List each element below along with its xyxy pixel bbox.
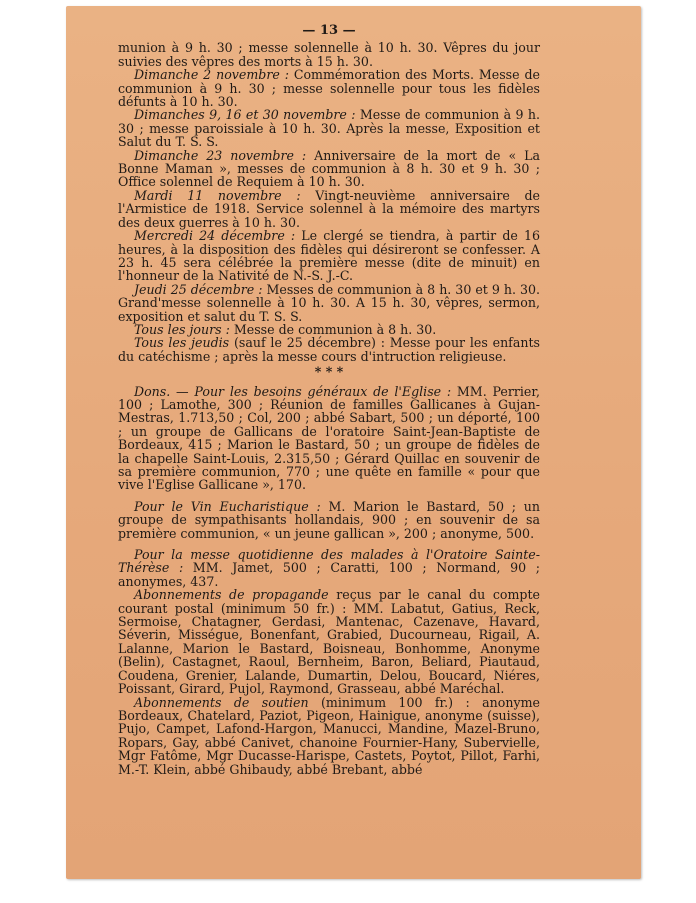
donation-paragraph: Dons. — Pour les besoins généraux de l'Eglise : MM. Perrier, 100 ; Lamothe, 300 ; Réunion de familles Gallicanes à Gujan-Mestras, 1.713,50 ; Col, 200 ; abbé Sabart, 500 ; un déporté, 100 ; un groupe de Gallicans de l'oratoire Saint-Jean-Baptiste de Bordeaux, 415 ; Marion le Bastard, 50 ; un groupe de fidèles de la chapelle Saint-Louis, 2.315,50 ; Gérard Quillac en souvenir de sa première communion, 770 ; une quête en famille « pour que vive l'Eglise Gallicane », 170. <box>118 383 541 493</box>
page-text <box>118 24 540 776</box>
schedule-paragraph: munion à 9 h. 30 ; messe solennelle à 10 h. 30. Vêpres du jour suivies des vêpres des morts à 15 h. 30. <box>118 40 540 69</box>
page-number: — 13 — <box>302 23 356 38</box>
donation-paragraph: Abonnements de soutien (minimum 100 fr.) : anonyme Bordeaux, Chatelard, Paziot, Pigeon, Hainigue, anonyme (suisse), Pujo, Campet, Lafond-Hargon, Manucci, Mandine, Mazel-Bruno, Ropars, Gay, abbé Canivet, chanoine Fournier-Hany, Subervielle, Mgr Fatôme, Mgr Ducasse-Harispe, Castets, Poytot, Pillot, Farhi, M.-T. Klein, abbé Ghibaudy, abbé Brebant, abbé <box>118 694 540 777</box>
schedule-paragraph: Tous les jeudis (sauf le 25 décembre) : Messe pour les enfants du catéchisme ; après la messe cours d'intruction religieuse. <box>118 335 540 364</box>
donation-paragraph: Pour le Vin Eucharistique : M. Marion le Bastard, 50 ; un groupe de sympathisants hollandais, 900 ; en souvenir de sa première communion, « un jeune gallican », 200 ; anonyme, 500. <box>118 498 540 541</box>
schedule-paragraph: Jeudi 25 décembre : Messes de communion à 8 h. 30 et 9 h. 30. Grand'messe solennelle à 10 h. 30. A 15 h. 30, vêpres, sermon, exposition et salut du T. S. S. <box>118 281 541 324</box>
schedule-paragraph: Mardi 11 novembre : Vingt-neuvième anniversaire de l'Armistice de 1918. Service solennel à la mémoire des martyrs des deux guerres à 10 h. 30. <box>118 187 540 230</box>
schedule-paragraph: Tous les jours : Messe de communion à 8 h. 30. <box>134 321 437 337</box>
schedule-paragraph: Mercredi 24 décembre : Le clergé se tiendra, à partir de 16 heures, à la disposition des fidèles qui désireront se confesser. A 23 h. 45 sera célébrée la première messe (dite de minuit) en l'honneur de la Nativité de N.-S. J.-C. <box>118 228 540 284</box>
donation-paragraph: Pour la messe quotidienne des malades à l'Oratoire Sainte-Thérèse : MM. Jamet, 500 ; Caratti, 100 ; Normand, 90 ; anonymes, 437. <box>118 547 540 589</box>
schedule-paragraph: Dimanche 2 novembre : Commémoration des Morts. Messe de communion à 9 h. 30 ; messe solennelle pour tous les fidèles défunts à 10 h. 30. <box>118 67 540 110</box>
donation-paragraph: Abonnements de propagande reçus par le canal du compte courant postal (minimum 50 fr.) : MM. Labatut, Gatius, Reck, Sermoise, Chatagner, Gerdasi, Mantenac, Cazenave, Havard, Séverin, Misségue, Bonenfant, Grabied, Ducourneau, Rigail, A. Lalanne, Marion le Bastard, Boisneau, Bonhomme, Anonyme (Belin), Castagnet, Raoul, Bernheim, Baron, Beliard, Piautaud, Coudena, Grenier, Lalande, Dumartin, Delou, Boucard, Niéres, Poissant, Girard, Pujol, Raymond, Grasseau, abbé Maréchal. <box>118 587 540 697</box>
section-separator: * * * <box>314 364 344 380</box>
schedule-paragraph: Dimanches 9, 16 et 30 novembre : Messe de communion à 9 h. 30 ; messe paroissiale à 10 h. 30. Après la messe, Exposition et Salut du T. S. S. <box>118 107 540 150</box>
schedule-paragraph: Dimanche 23 novembre : Anniversaire de la mort de « La Bonne Maman », messes de communion à 8 h. 30 et 9 h. 30 ; Office solennel de Requiem à 10 h. 30. <box>118 147 540 190</box>
